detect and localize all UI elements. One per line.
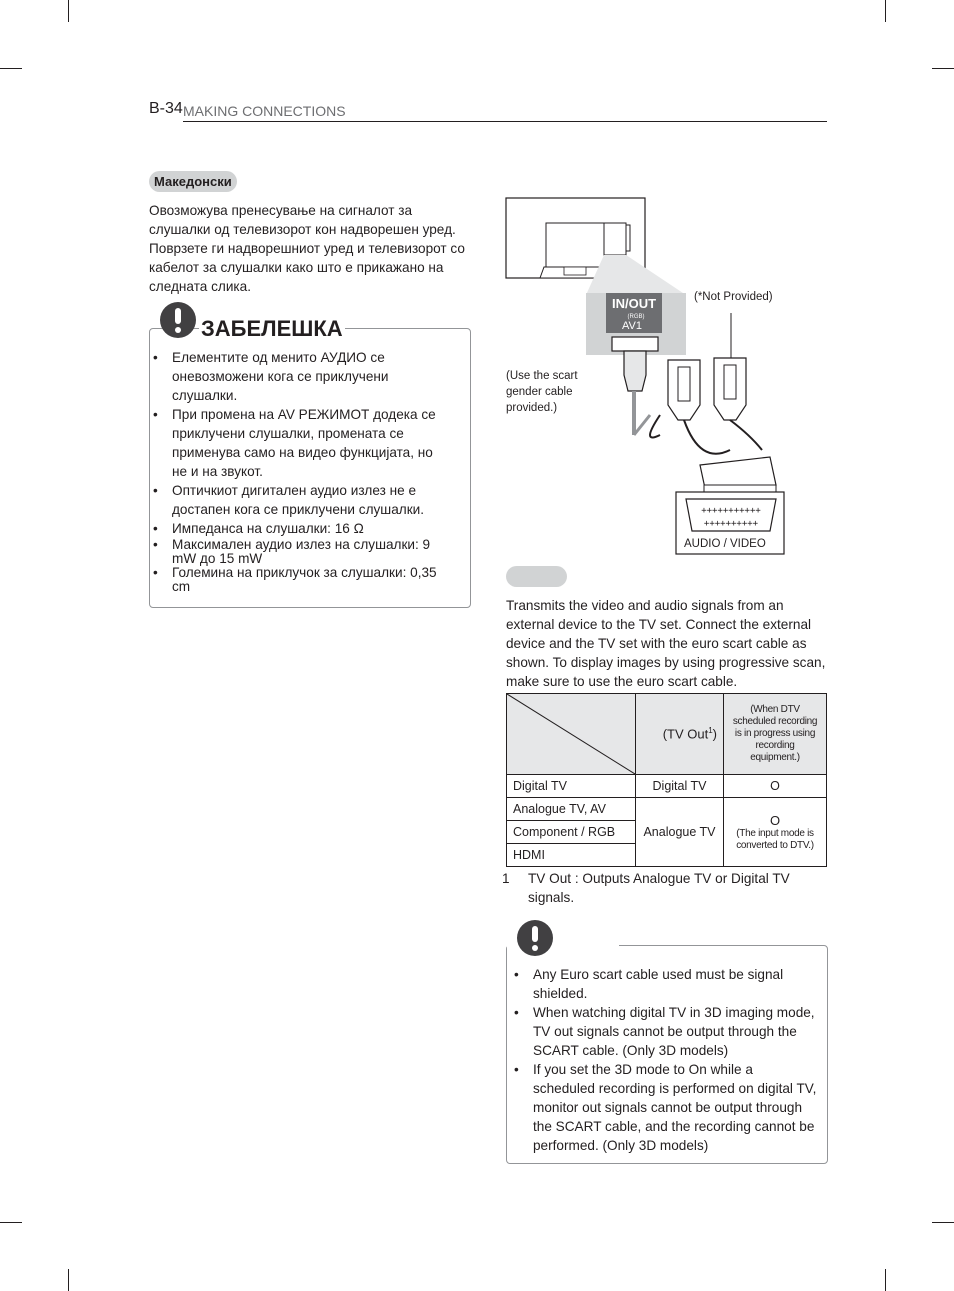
note-item: • When watching digital TV in 3D imaging mode, TV out signals cannot be output through the SCART cable. (Only 3D models) xyxy=(511,1003,817,1060)
scart-note-label: (Use the scart gender cable provided.) xyxy=(506,370,578,414)
diagonal-line xyxy=(507,694,635,774)
port-name: AV1 xyxy=(622,320,642,332)
warning-icon xyxy=(160,302,196,338)
crop-mark xyxy=(68,1269,69,1291)
crop-mark xyxy=(932,1222,954,1223)
device-label: AUDIO / VIDEO xyxy=(684,538,766,550)
table-row xyxy=(507,775,827,798)
crop-mark xyxy=(68,0,69,22)
note-list-left xyxy=(150,348,450,594)
av-scart-pins-bottom: ++++++++++ xyxy=(703,519,759,529)
scart-cable xyxy=(650,415,762,454)
input-cell: Analogue TV, AV xyxy=(507,798,636,821)
intro-text: Овозможува пренесување на сигналот за слушалки од телевизорот кон надворешен уред. Поврзете ги надворешниот уред и телевизорот со кабелот за слушалки како што е прикажано на следната слика. xyxy=(149,203,465,294)
tv-out-cell: Digital TV xyxy=(636,775,724,798)
recording-note: (The input mode is converted to DTV.) xyxy=(736,827,814,851)
note-item: • Any Euro scart cable used must be signal shielded. xyxy=(511,965,817,1003)
crop-mark xyxy=(0,68,22,69)
input-cell: Component / RGB xyxy=(507,821,636,844)
note-item: • Максимален аудио излез на слушалки: 9 mW до 15 mW xyxy=(150,538,450,566)
crop-mark xyxy=(932,68,954,69)
tv-port-block xyxy=(604,223,626,255)
gender-cable-lead xyxy=(634,415,650,435)
gender-adapter xyxy=(624,351,646,391)
footnote-number: 1 xyxy=(502,871,510,886)
table-corner xyxy=(507,694,636,775)
table-row xyxy=(507,798,827,821)
not-provided-label: (*Not Provided) xyxy=(694,291,773,303)
tv-stand-label xyxy=(564,267,586,275)
recording-value: O xyxy=(769,812,781,828)
av-scart-pins-top: +++++++++++ xyxy=(701,506,761,516)
description-text: Transmits the video and audio signals from an external device to the TV set. Connect the external device and the TV set with the euro scart cable as shown. To display images by using progressive scan, make sure to use the euro scart cable. xyxy=(506,598,826,689)
note-item: • Оптичкиот дигитален аудио излез не е достапен кога се приклучени слушалки. xyxy=(150,481,450,519)
recording-header: (When DTV scheduled recording is in progress using recording equipment.) xyxy=(724,694,827,775)
page-number: B-34 xyxy=(149,100,183,117)
tv-jack xyxy=(626,225,630,251)
note-title: ЗАБЕЛЕШКА xyxy=(201,316,343,341)
port-sub: (RGB) xyxy=(627,314,645,320)
footnote-text: TV Out : Outputs Analogue TV or Digital TV signals. xyxy=(528,871,790,905)
input-cell: Digital TV xyxy=(507,775,636,798)
input-cell: HDMI xyxy=(507,844,636,867)
output-table xyxy=(506,693,827,867)
scart-plug-right-pins xyxy=(724,365,736,399)
note-list-right xyxy=(511,965,817,1155)
note-item: • Елементите од менито АУДИО се оневозможени кога се приклучени слушалки. xyxy=(150,348,450,405)
tv-out-header: (TV Out$^1$) xyxy=(636,694,724,775)
scart-plug-left-pins xyxy=(678,367,690,401)
header-rule xyxy=(183,121,827,122)
note-item: • Големина на приклучок за слушалки: 0,35 cm xyxy=(150,566,450,594)
scart-socket xyxy=(612,337,658,351)
recording-cell: O xyxy=(724,775,827,798)
note-item: • Импеданса на слушалки: 16 Ω xyxy=(150,519,450,538)
tv-out-cell: Analogue TV xyxy=(636,798,724,867)
section-title: MAKING CONNECTIONS xyxy=(183,103,346,119)
crop-mark xyxy=(0,1222,22,1223)
language-badge-blank xyxy=(506,566,567,587)
note-item: • При промена на AV РЕЖИМОТ додека се приклучени слушалки, промената се применува само на видео функцијата, но не и на звукот. xyxy=(150,405,450,481)
crop-mark xyxy=(885,1269,886,1291)
port-label: IN/OUT xyxy=(611,296,657,311)
note-item: • If you set the 3D mode to On while a scheduled recording is performed on digital TV, monitor out signals cannot be output through the SCART cable, and the recording cannot be performed. (Only 3D models) xyxy=(511,1060,817,1155)
language-badge: Македонски xyxy=(149,171,237,192)
crop-mark xyxy=(885,0,886,22)
warning-icon xyxy=(517,920,553,956)
recording-cell xyxy=(724,798,827,867)
